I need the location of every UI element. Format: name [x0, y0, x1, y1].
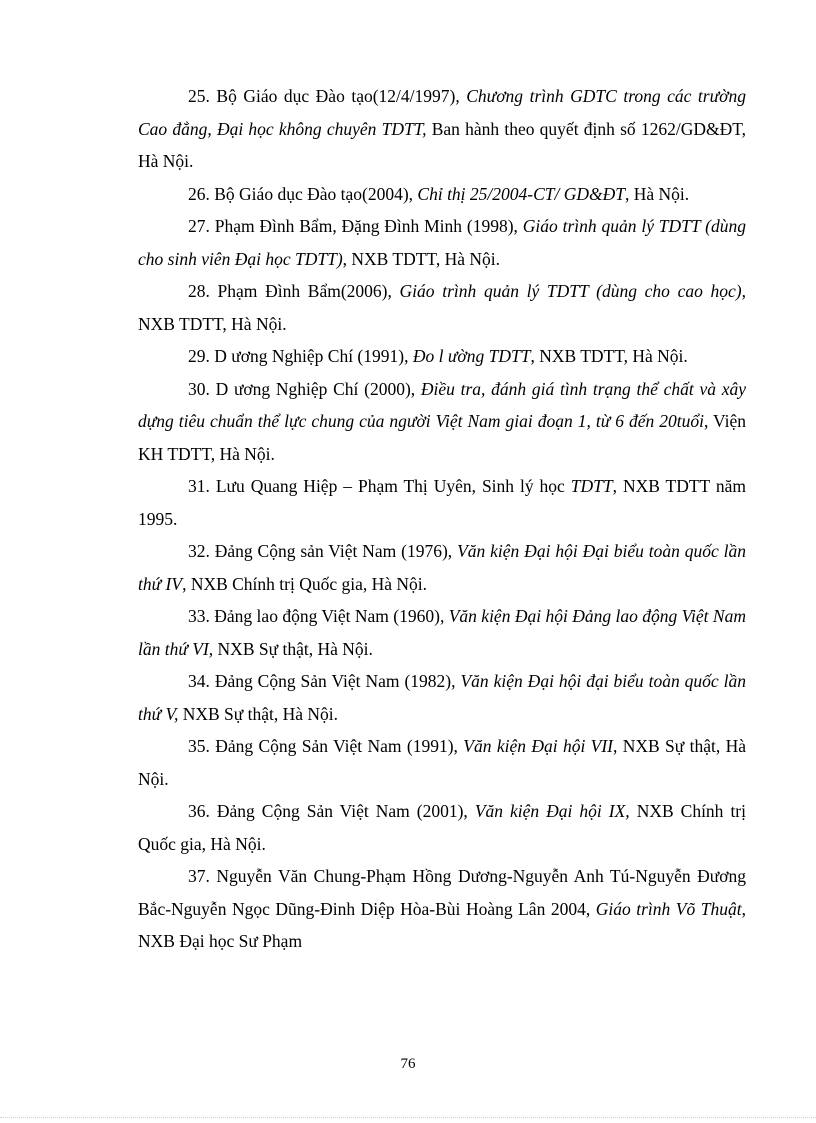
page-bottom-divider	[0, 1117, 816, 1118]
reference-item: 29. D ương Nghiệp Chí (1991), Đo l ường TDTT, NXB TDTT, Hà Nội.	[188, 346, 688, 366]
reference-item: 36. Đảng Cộng Sản Việt Nam (2001), Văn kiện Đại hội IX, NXB Chính trị Quốc gia, Hà Nội.	[138, 801, 746, 854]
reference-item: 34. Đảng Cộng Sản Việt Nam (1982), Văn kiện Đại hội đại biểu toàn quốc lần thứ V, NXB Sự thật, Hà Nội.	[138, 671, 746, 724]
reference-item: 35. Đảng Cộng Sản Việt Nam (1991), Văn kiện Đại hội VII, NXB Sự thật, Hà Nội.	[138, 736, 747, 789]
reference-item: 31. Lưu Quang Hiệp – Phạm Thị Uyên, Sinh lý học TDTT, NXB TDTT năm 1995.	[138, 476, 747, 529]
reference-item: 30. D ương Nghiệp Chí (2000), Điều tra, đánh giá tình trạng thể chất và xây dựng tiêu chuẩn thể lực chung của người Việt Nam giai đoạn 1, từ 6 đến 20tuổi, Viện KH TDTT, Hà Nội.	[138, 378, 747, 464]
reference-item: 28. Phạm Đình Bẩm(2006), Giáo trình quản lý TDTT (dùng cho cao học), NXB TDTT, Hà Nội.	[138, 281, 746, 334]
reference-item: 37. Nguyễn Văn Chung-Phạm Hồng Dương-Nguyễn Anh Tú-Nguyễn Đương Bắc-Nguyễn Ngọc Dũng-Đinh Diệp Hòa-Bùi Hoàng Lân 2004, Giáo trình Võ Thuật, NXB Đại học Sư Phạm	[138, 866, 746, 951]
page-number: 76	[400, 1056, 416, 1072]
reference-item: 26. Bộ Giáo dục Đào tạo(2004), Chỉ thị 25/2004-CT/ GD&ĐT, Hà Nội.	[188, 183, 690, 204]
reference-item: 27. Phạm Đình Bẩm, Đặng Đình Minh (1998), Giáo trình quản lý TDTT (dùng cho sinh viên Đại học TDTT), NXB TDTT, Hà Nội.	[138, 216, 746, 269]
reference-item: 25. Bộ Giáo dục Đào tạo(12/4/1997), Chương trình GDTC trong các trường Cao đẳng, Đại học không chuyên TDTT, Ban hành theo quyết định số 1262/GD&ĐT, Hà Nội.	[138, 86, 747, 171]
reference-item: 33. Đảng lao động Việt Nam (1960), Văn kiện Đại hội Đảng lao động Việt Nam lần thứ VI, NXB Sự thật, Hà Nội.	[138, 606, 746, 659]
reference-item: 32. Đảng Cộng sản Việt Nam (1976), Văn kiện Đại hội Đại biểu toàn quốc lần thứ IV, NXB Chính trị Quốc gia, Hà Nội.	[138, 541, 746, 594]
reference-list	[138, 80, 746, 958]
